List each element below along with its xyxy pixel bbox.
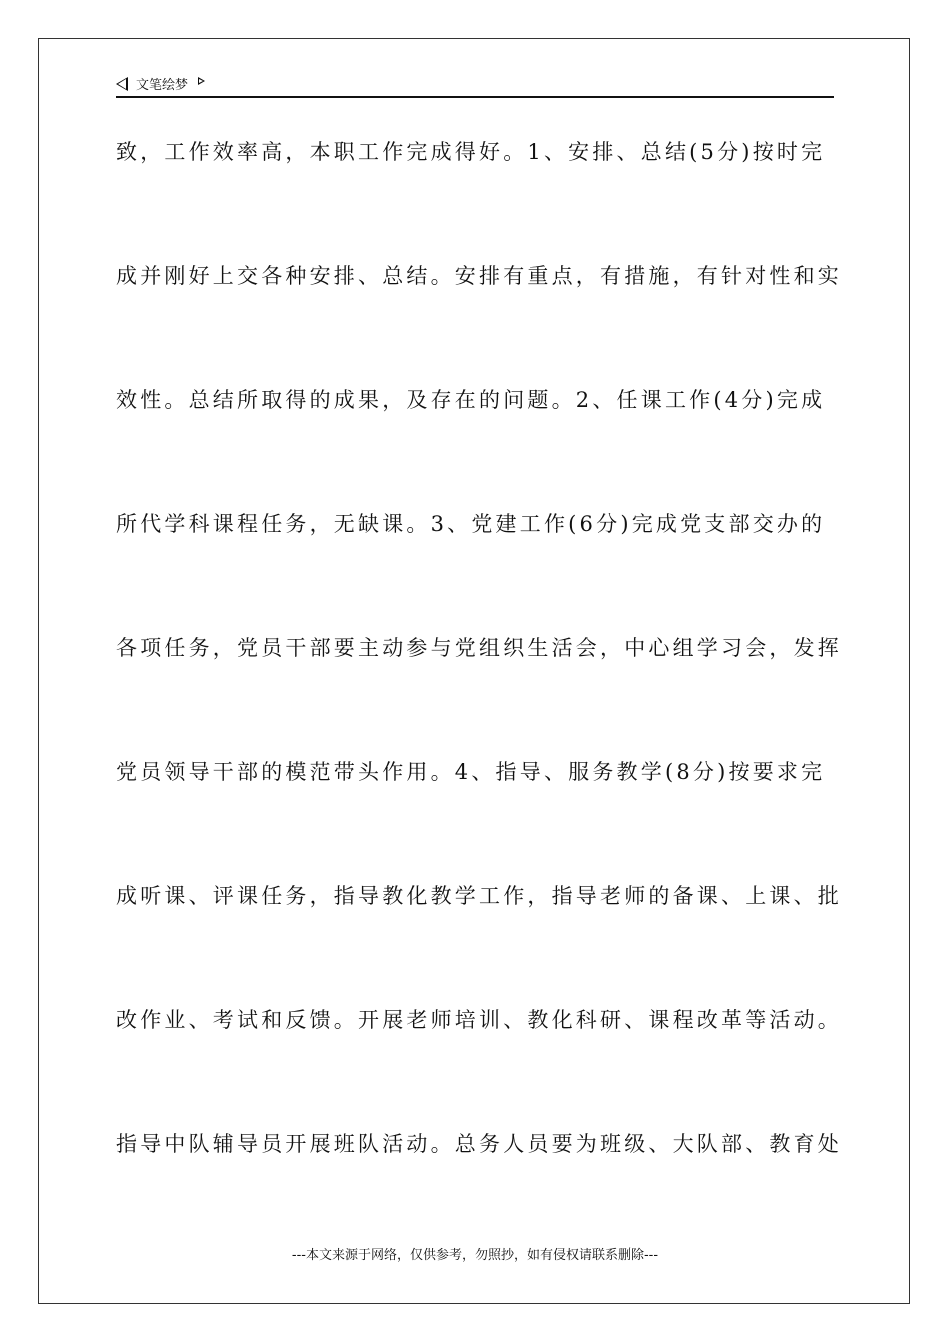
body-line: 指导中队辅导员开展班队活动。总务人员要为班级、大队部、教育处 — [116, 1132, 842, 1156]
footer-notice: ---本文来源于网络，仅供参考，勿照抄，如有侵权请联系删除--- — [291, 1248, 659, 1263]
page-header — [116, 72, 834, 98]
body-line: 改作业、考试和反馈。开展老师培训、教化科研、课程改革等活动。 — [116, 1008, 842, 1032]
body-line: 所代学科课程任务，无缺课。3、党建工作(6分)完成党支部交办的 — [116, 512, 826, 536]
body-line: 成并刚好上交各种安排、总结。安排有重点，有措施，有针对性和实 — [116, 264, 842, 288]
body-line: 成听课、评课任务，指导教化教学工作，指导老师的备课、上课、批 — [116, 884, 842, 908]
header-brand — [116, 74, 205, 93]
body-line: 效性。总结所取得的成果，及存在的问题。2、任课工作(4分)完成 — [116, 388, 826, 412]
body-line: 各项任务，党员干部要主动参与党组织生活会，中心组学习会，发挥 — [116, 636, 842, 660]
triangle-left-icon — [116, 77, 128, 91]
triangle-right-icon — [198, 77, 205, 85]
body-line: 致，工作效率高，本职工作完成得好。1、安排、总结(5分)按时完 — [116, 140, 826, 164]
body-line: 党员领导干部的模范带头作用。4、指导、服务教学(8分)按要求完 — [116, 760, 826, 784]
brand-label: 文笔绘梦 — [136, 78, 189, 93]
document-body — [116, 130, 842, 1246]
